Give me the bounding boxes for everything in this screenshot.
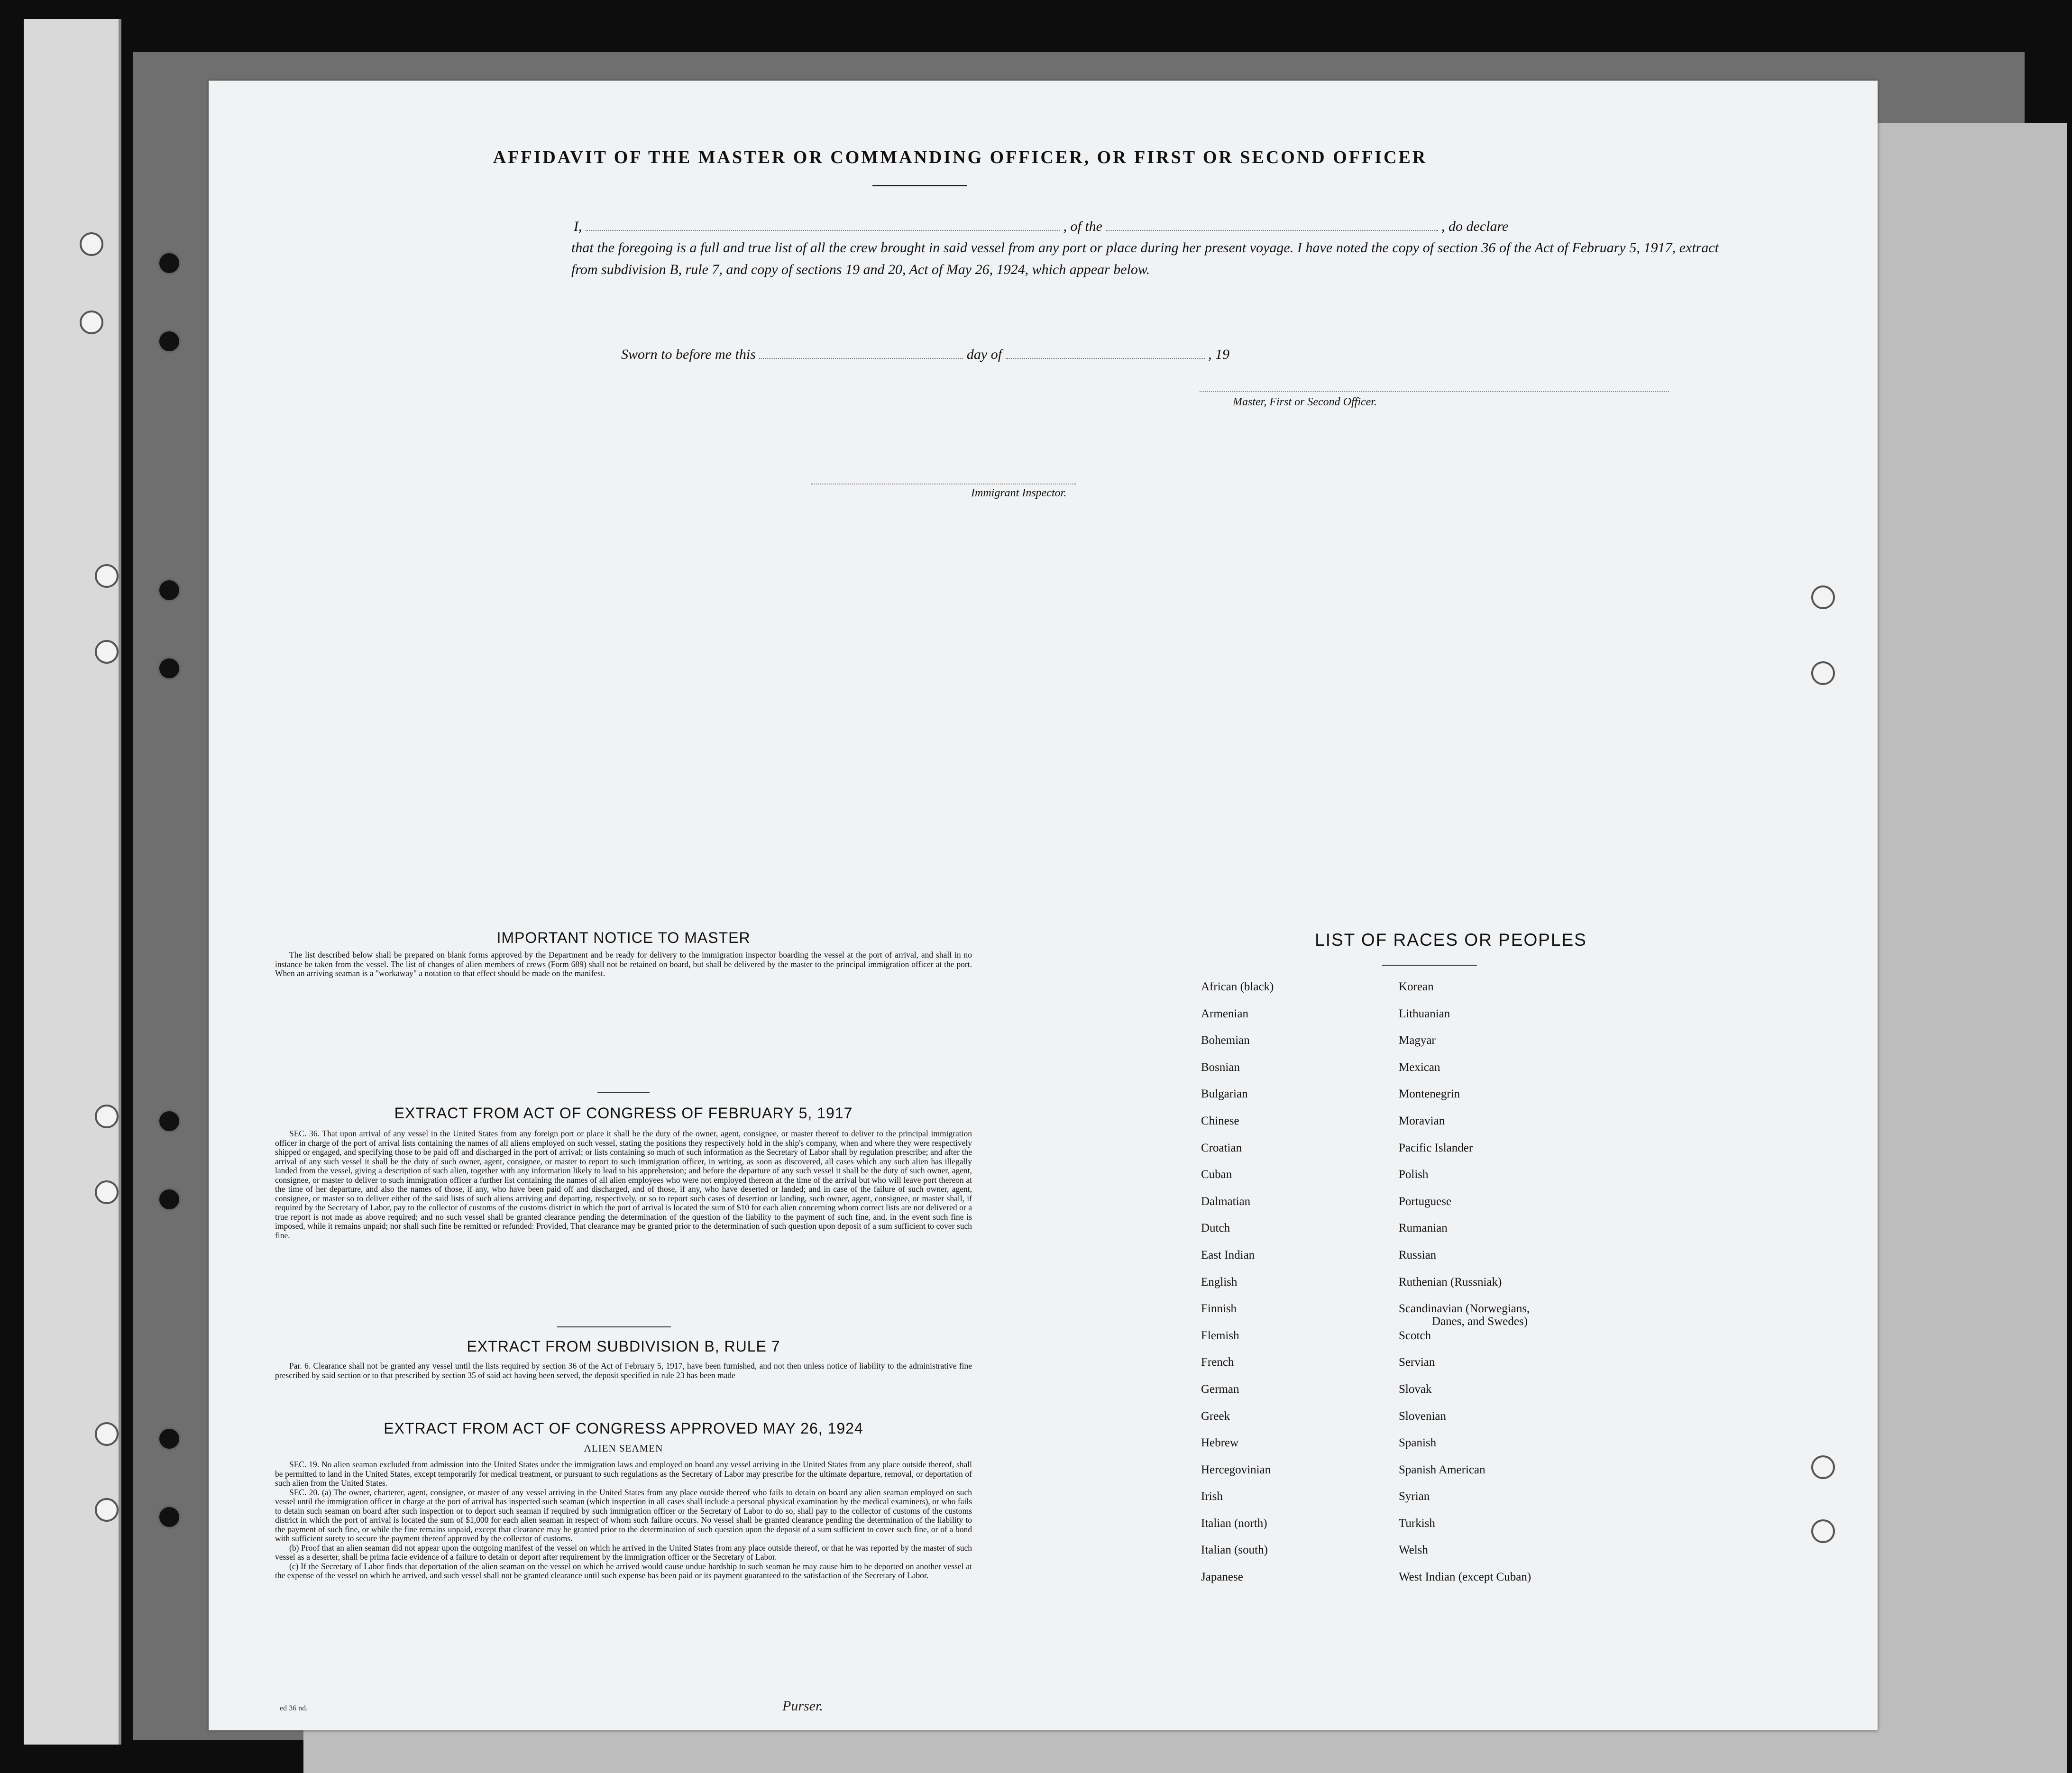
race-label: Lithuanian	[1399, 1007, 1450, 1020]
race-label: Chinese	[1201, 1114, 1239, 1127]
race-item	[1399, 1302, 1645, 1329]
race-item	[1201, 1141, 1381, 1168]
race-item	[1201, 1195, 1381, 1222]
race-item	[1399, 1490, 1645, 1517]
race-item	[1399, 1033, 1645, 1060]
race-item	[1399, 1329, 1645, 1356]
binder-hole	[80, 232, 103, 256]
race-item	[1201, 980, 1381, 1007]
race-label: Irish	[1201, 1490, 1223, 1503]
race-label: Armenian	[1201, 1007, 1248, 1020]
race-item	[1201, 1087, 1381, 1114]
race-item	[1399, 1007, 1645, 1034]
race-item	[1201, 1248, 1381, 1275]
race-label: Hebrew	[1201, 1436, 1239, 1450]
i-label: I,	[574, 219, 582, 234]
race-item	[1399, 1114, 1645, 1141]
race-label: French	[1201, 1356, 1234, 1369]
race-item	[1201, 1329, 1381, 1356]
race-item	[1201, 1543, 1381, 1570]
sheet-hole	[1811, 585, 1835, 609]
inspector-caption: Immigrant Inspector.	[971, 487, 1067, 499]
of-the-label: , of the	[1063, 219, 1102, 234]
race-label: Pacific Islander	[1399, 1141, 1473, 1154]
notice-text	[275, 950, 972, 978]
binder-hole	[95, 1422, 119, 1446]
race-label: Cuban	[1201, 1168, 1232, 1181]
race-item	[1201, 1302, 1381, 1329]
race-label: Turkish	[1399, 1517, 1435, 1530]
race-label: Italian (north)	[1201, 1517, 1267, 1530]
races-heading-rule	[1382, 965, 1477, 966]
declaration-text: that the foregoing is a full and true list of all the crew brought in said vessel from any port or place during her present voyage. I have noted the copy of section 36 of the Act of February 5, 1917, extract from subdivision B, rule 7, and copy of sections 19 and 20, Act of May 26, 1924, which appear below.	[571, 240, 1719, 277]
manifest-sheet	[209, 81, 1878, 1730]
day-blank[interactable]	[759, 358, 963, 359]
race-item	[1399, 1543, 1645, 1570]
race-item	[1201, 1382, 1381, 1409]
race-label: Spanish	[1399, 1436, 1437, 1450]
race-item	[1399, 1141, 1645, 1168]
binder-hole	[157, 251, 181, 275]
binder-hole	[95, 564, 119, 588]
sheet-hole	[1811, 1519, 1835, 1543]
race-item	[1201, 1221, 1381, 1248]
race-label: Rumanian	[1399, 1222, 1448, 1235]
race-label: West Indian (except Cuban)	[1399, 1571, 1531, 1584]
race-item	[1201, 1275, 1381, 1302]
sheet-hole	[1811, 1455, 1835, 1479]
race-item	[1399, 1517, 1645, 1544]
race-label: Greek	[1201, 1409, 1230, 1423]
extract-1917-heading: EXTRACT FROM ACT OF CONGRESS OF FEBRUARY 5, 1917	[394, 1105, 853, 1122]
race-label: Bulgarian	[1201, 1088, 1248, 1101]
races-right-column	[1399, 980, 1645, 1597]
declaration-line-1	[574, 216, 1721, 238]
sec-20c-paragraph: (c) If the Secretary of Labor finds that deportation of the alien seaman on the vessel on which he arrived would cause undue hardship to such seaman he may cause him to be deported on another vessel at the expense of the vessel on which he arrived, and such vessel shall not be granted clearance until such expense has been paid or its payment guaranteed to the satisfaction of the Secretary of Labor.	[275, 1561, 972, 1580]
race-label: Moravian	[1399, 1114, 1445, 1127]
vessel-blank[interactable]	[1106, 230, 1438, 231]
race-label: Spanish American	[1399, 1463, 1485, 1476]
binder-hole	[80, 311, 103, 334]
alien-seamen-caption: ALIEN SEAMEN	[584, 1443, 663, 1454]
binder-strip	[24, 19, 121, 1745]
race-item	[1399, 1275, 1645, 1302]
race-item	[1201, 1436, 1381, 1463]
race-label: Korean	[1399, 980, 1434, 993]
race-item	[1201, 1463, 1381, 1490]
master-signature-line[interactable]	[1200, 391, 1669, 392]
race-label: Syrian	[1399, 1490, 1430, 1503]
race-item	[1399, 1060, 1645, 1088]
race-item	[1399, 1221, 1645, 1248]
race-label: Bosnian	[1201, 1060, 1240, 1074]
race-label: Scandinavian (Norwegians,	[1399, 1302, 1530, 1316]
race-label: Bohemian	[1201, 1034, 1250, 1047]
extract-1924-heading: EXTRACT FROM ACT OF CONGRESS APPROVED MAY 26, 1924	[384, 1420, 863, 1437]
race-label: Magyar	[1399, 1034, 1436, 1047]
race-label: Dutch	[1201, 1222, 1230, 1235]
binder-hole	[157, 657, 181, 680]
sec-19-paragraph: SEC. 19. No alien seaman excluded from admission into the United States under the immigration laws and employed on board any vessel arriving in the United States from any place outside thereof, shall be permitted to land in the United States, except temporarily for medical treatment, or pursuant to such regulations as the Secretary of Labor may prescribe for the ultimate departure, removal, or deportation of such alien from the United States.	[275, 1460, 972, 1488]
race-label: Polish	[1399, 1168, 1429, 1181]
race-label: Hercegovinian	[1201, 1463, 1271, 1476]
race-label: Flemish	[1201, 1329, 1239, 1342]
race-label: Russian	[1399, 1248, 1437, 1261]
race-label: Italian (south)	[1201, 1544, 1268, 1557]
sheet-hole	[1811, 661, 1835, 685]
race-item	[1201, 1570, 1381, 1597]
binder-hole	[157, 1505, 181, 1529]
rule7-heading: EXTRACT FROM SUBDIVISION B, RULE 7	[467, 1338, 780, 1355]
binder-hole	[157, 1188, 181, 1211]
section-rule	[597, 1092, 650, 1093]
race-label: Portuguese	[1399, 1195, 1452, 1208]
form-code: ed 36 nd.	[280, 1704, 308, 1712]
race-item	[1399, 1463, 1645, 1490]
section-rule	[557, 1326, 671, 1327]
race-item	[1201, 1007, 1381, 1034]
extract-1917-paragraph: SEC. 36. That upon arrival of any vessel in the United States from any foreign port or place it shall be the duty of the owner, agent, consignee, or master thereof to deliver to the principal immigration officer in charge of the port of arrival lists containing the names of all aliens employed on such vessel, stating the positions they respectively hold in the ship's company, when and where they were respectively shipped or engaged, and specifying those to be paid off and discharged in the port of arrival; or lists containing so much of such information as the Secretary of Labor shall by regulation prescribe; and after the arrival of any such vessel it shall be the duty of such owner, agent, consignee, or master to report to such immigration officer, in writing, as soon as discovered, all cases which any such alien has illegally landed from the vessel, giving a description of such alien, together with any information likely to lead to his apprehension; and before the departure of any such vessel it shall be the duty of such owner, agent, consignee, or master to deliver to such immigration officer a further list containing the names of all alien employees who were not employed thereon at the time of the arrival but who will leave port thereon at the time of her departure, and also the names of those, if any, who have been paid off and discharged, and of those, if any, who have deserted or landed; and in case of the failure of such owner, agent, consignee, or master so to deliver either of the said lists of such aliens arriving and departing, respectively, or so to report such cases of desertion or landing, such owner, agent, consignee, or master shall, if required by the Secretary of Labor, pay to the collector of customs of the customs district in which the port of arrival is located the sum of $10 for each alien concerning whom correct lists are not delivered or a true report is not made as above required; and no such vessel shall be granted clearance pending the determination of the question of the liability to the payment of such fine, and, in the event such fine is imposed, while it remains unpaid; nor shall such fine be remitted or refunded: Provided, That clearance may be granted prior to the determination of such question upon deposit of a sum sufficient to cover such fine.	[275, 1129, 972, 1240]
race-label: Servian	[1399, 1356, 1435, 1369]
race-item	[1399, 1382, 1645, 1409]
race-item	[1399, 1355, 1645, 1382]
race-item	[1399, 1409, 1645, 1436]
race-label: Mexican	[1399, 1060, 1440, 1074]
master-caption: Master, First or Second Officer.	[1233, 396, 1377, 408]
extract-1924-text	[275, 1460, 972, 1581]
year-label: , 19	[1208, 347, 1230, 362]
month-blank[interactable]	[1006, 358, 1205, 359]
binder-hole	[157, 1427, 181, 1451]
race-item	[1399, 1195, 1645, 1222]
race-label: Slovenian	[1399, 1409, 1446, 1423]
race-item	[1201, 1490, 1381, 1517]
binder-hole	[157, 578, 181, 602]
rule7-paragraph: Par. 6. Clearance shall not be granted any vessel until the lists required by section 36 of the Act of February 5, 1917, have been furnished, and not then unless notice of liability to the administrative fine prescribed by said section or to that prescribed by section 35 of said act having been served, the deposit specified in rule 23 has been made	[275, 1361, 972, 1380]
race-item	[1201, 1033, 1381, 1060]
race-item	[1399, 1570, 1645, 1597]
race-label: Croatian	[1201, 1141, 1242, 1154]
handwritten-annotation: Purser.	[782, 1698, 823, 1714]
sec-20b-paragraph: (b) Proof that an alien seaman did not appear upon the outgoing manifest of the vessel on which he arrived in the United States from any place outside thereof, or that he was reported by the master of such vessel as a deserter, shall be prima facie evidence of a failure to detain or deport after requirement by the immigration officer or the Secretary of Labor.	[275, 1543, 972, 1562]
day-of-label: day of	[966, 347, 1002, 362]
race-label: Dalmatian	[1201, 1195, 1251, 1208]
binder-hole	[95, 1105, 119, 1128]
races-left-column	[1201, 980, 1381, 1597]
race-item	[1399, 1436, 1645, 1463]
sworn-line	[621, 344, 1522, 366]
notice-heading: IMPORTANT NOTICE TO MASTER	[496, 929, 751, 946]
race-item	[1201, 1355, 1381, 1382]
race-item	[1201, 1409, 1381, 1436]
race-label: Japanese	[1201, 1571, 1243, 1584]
race-item	[1201, 1517, 1381, 1544]
race-label: Slovak	[1399, 1382, 1432, 1396]
races-heading: LIST OF RACES OR PEOPLES	[1315, 930, 1587, 950]
affidavit-title: AFFIDAVIT OF THE MASTER OR COMMANDING OFFICER, OR FIRST OR SECOND OFFICER	[493, 147, 1428, 167]
binder-hole	[157, 1109, 181, 1133]
do-declare-label: , do declare	[1441, 219, 1509, 234]
notice-paragraph: The list described below shall be prepared on blank forms approved by the Department and be ready for delivery to the immigration inspector boarding the vessel at the port of arrival, and shall in no instance be taken from the vessel. The list of changes of alien members of crews (Form 689) shall not be retained on board, but shall be delivered by the master to the principal immigration officer at the port. When an arriving seaman is a "workaway" a notation to that effect should be made on the manifest.	[275, 950, 972, 978]
race-label: Scotch	[1399, 1329, 1431, 1342]
title-rule	[872, 185, 967, 186]
rule7-text	[275, 1362, 972, 1380]
binder-hole	[95, 1498, 119, 1522]
name-blank[interactable]	[586, 230, 1060, 231]
extract-1917-text	[275, 1129, 972, 1240]
race-label: German	[1201, 1382, 1239, 1396]
race-label: Finnish	[1201, 1302, 1237, 1316]
race-item	[1399, 1168, 1645, 1195]
race-label: African (black)	[1201, 980, 1274, 993]
race-label-continued: Danes, and Swedes)	[1432, 1315, 1528, 1328]
sworn-label: Sworn to before me this	[621, 347, 756, 362]
binder-hole	[95, 640, 119, 664]
race-label: Ruthenian (Russniak)	[1399, 1275, 1502, 1289]
race-item	[1201, 1114, 1381, 1141]
race-label: Montenegrin	[1399, 1088, 1460, 1101]
race-label: English	[1201, 1275, 1238, 1289]
binder-hole	[95, 1180, 119, 1204]
race-item	[1399, 980, 1645, 1007]
race-item	[1201, 1060, 1381, 1088]
binder-hole	[157, 329, 181, 353]
race-item	[1399, 1248, 1645, 1275]
race-label: East Indian	[1201, 1248, 1255, 1261]
sec-20a-paragraph: SEC. 20. (a) The owner, charterer, agent, consignee, or master of any vessel arriving in the United States from any place outside thereof who fails to detain on board any alien seaman employed on such vessel until the immigration officer in charge at the port of arrival has inspected such seaman (which inspection in all cases shall include a personal physical examination by the medical examiners), or who fails to detain such seaman on board after such inspection or to deport such seaman if required by such immigration officer or the Secretary of Labor to do so, shall pay to the collector of customs of the customs district in which the port of arrival is located the sum of $1,000 for each alien seaman in respect of whom such failure occurs. No vessel shall be granted clearance pending the determination of the liability to the payment of such fine, or while the fine remains unpaid, except that clearance may be granted prior to the determination of such question upon the deposit of a sum sufficient to cover such fine, or of a bond with sufficient surety to secure the payment thereof approved by the collector of customs.	[275, 1487, 972, 1543]
race-item	[1201, 1168, 1381, 1195]
race-item	[1399, 1087, 1645, 1114]
race-label: Welsh	[1399, 1544, 1428, 1557]
